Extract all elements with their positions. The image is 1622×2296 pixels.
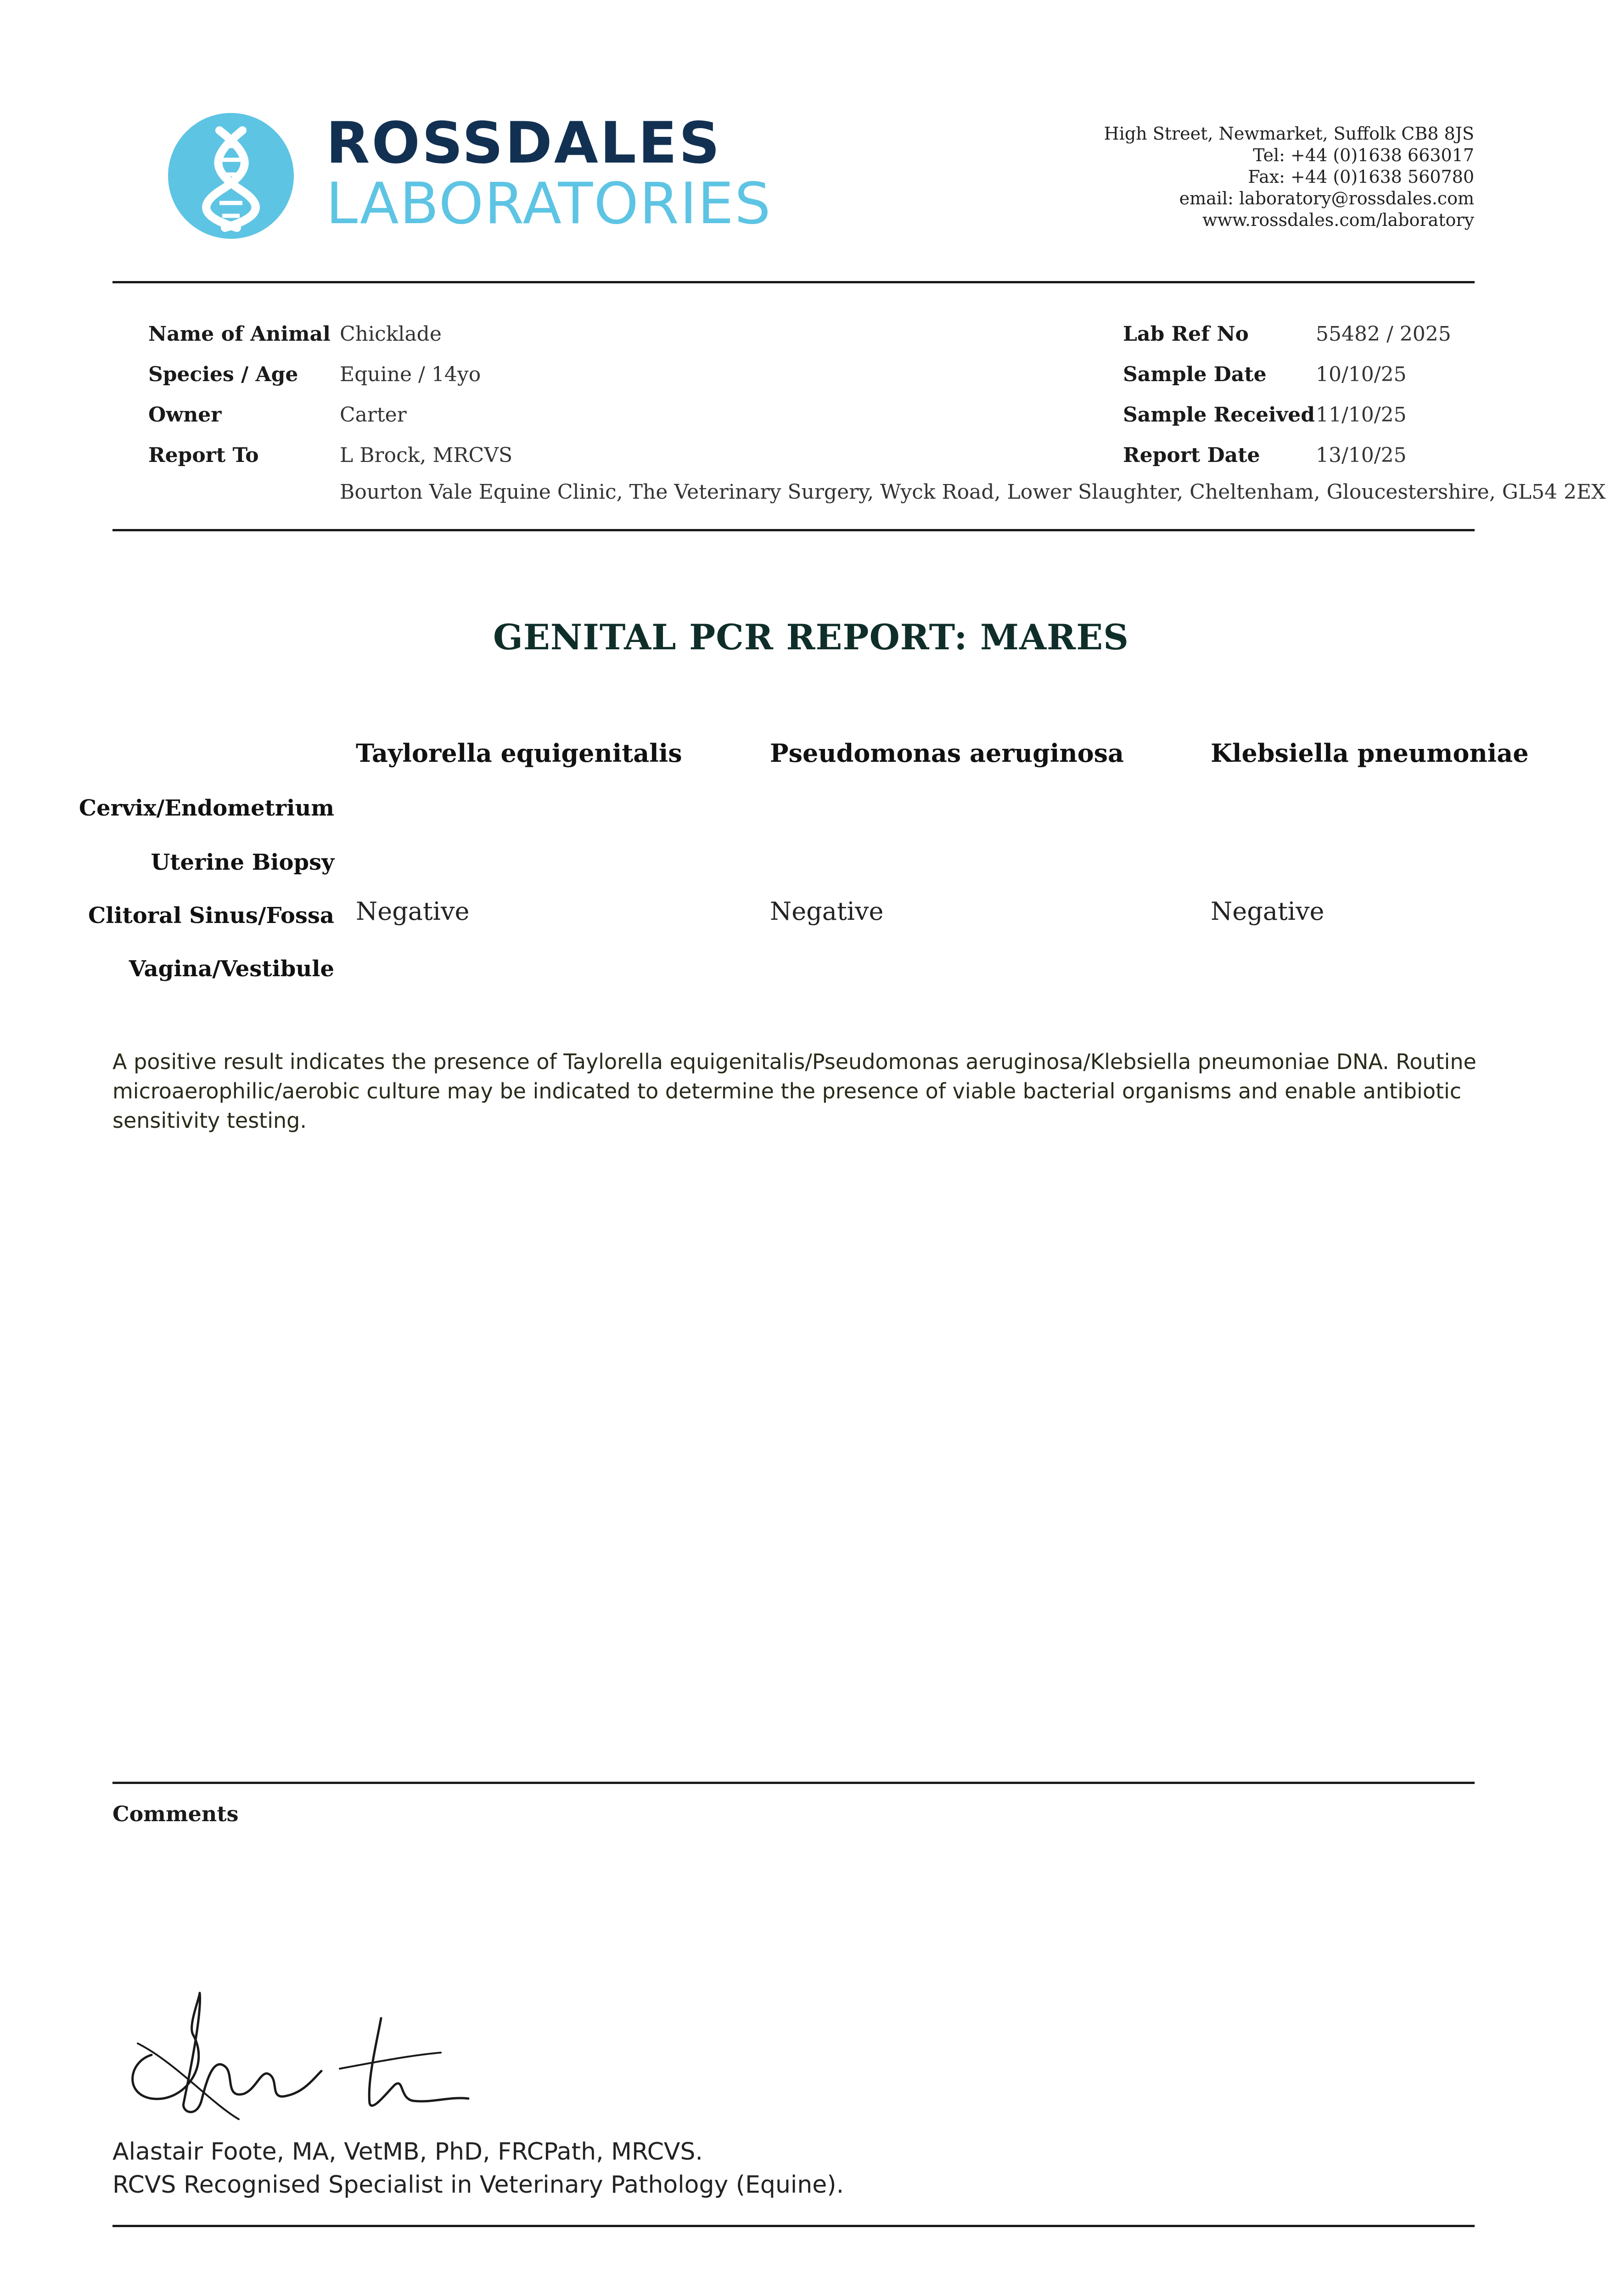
report-to-value: L Brock, MRCVS [340,444,513,467]
dna-helix-icon [168,113,294,239]
row-label-cervix-endometrium: Cervix/Endometrium [79,795,334,821]
signatory-name: Alastair Foote, MA, VetMB, PhD, FRCPath, MRCVS. [112,2138,703,2166]
address-tel: Tel: +44 (0)1638 663017 [1253,145,1474,165]
brand-name-line2: LABORATORIES [326,171,772,237]
sample-date-value: 10/10/25 [1316,363,1407,386]
report-date-value: 13/10/25 [1316,444,1407,467]
sample-date-label: Sample Date [1123,363,1267,386]
report-date-label: Report Date [1123,444,1260,467]
report-title: GENITAL PCR REPORT: MARES [493,617,1129,658]
result-clitoral-klebsiella: Negative [1211,897,1325,926]
species-age-value: Equine / 14yo [340,363,481,386]
address-email: email: laboratory@rossdales.com [1179,188,1474,208]
owner-label: Owner [148,403,222,427]
species-age-label: Species / Age [148,363,298,386]
handwritten-signature [119,1988,477,2126]
address-fax: Fax: +44 (0)1638 560780 [1248,167,1474,187]
name-of-animal-value: Chicklade [340,322,442,346]
report-to-label: Report To [148,444,259,467]
report-to-address: Bourton Vale Equine Clinic, The Veterinary Surgery, Wyck Road, Lower Slaughter, Cheltenham, Gloucestershire, GL54 2EX [340,480,1606,504]
owner-value: Carter [340,403,407,427]
name-of-animal-label: Name of Animal [148,322,331,346]
info-divider [112,529,1475,531]
sample-received-value: 11/10/25 [1316,403,1407,427]
signatory-title: RCVS Recognised Specialist in Veterinary Pathology (Equine). [112,2171,844,2199]
row-label-clitoral-sinus-fossa: Clitoral Sinus/Fossa [88,903,334,929]
lab-ref-label: Lab Ref No [1123,322,1249,346]
footer-divider [112,2225,1475,2227]
comments-label: Comments [112,1801,239,1826]
lab-ref-value: 55482 / 2025 [1316,322,1451,346]
brand-name-line1: ROSSDALES [326,110,722,176]
column-header-taylorella: Taylorella equigenitalis [356,738,682,768]
address-street: High Street, Newmarket, Suffolk CB8 8JS [1104,124,1474,144]
row-label-uterine-biopsy: Uterine Biopsy [151,850,334,875]
sample-received-label: Sample Received [1123,403,1315,427]
column-header-klebsiella: Klebsiella pneumoniae [1211,738,1529,768]
header-divider [112,281,1475,283]
result-clitoral-taylorella: Negative [356,897,470,926]
comments-divider [112,1782,1475,1784]
signatory [112,2135,844,2201]
row-label-vagina-vestibule: Vagina/Vestibule [129,956,334,982]
address-website: www.rossdales.com/laboratory [1202,210,1474,230]
result-clitoral-pseudomonas: Negative [770,897,884,926]
lab-address [1104,123,1474,231]
interpretation-note: A positive result indicates the presence of Taylorella equigenitalis/Pseudomonas aeruginosa/Klebsiella pneumoniae DNA. Routine microaerophilic/aerobic culture may be indicated to determine the presence of viable bacterial organisms and enable antibiotic sensitivity testing. [112,1049,1476,1133]
column-header-pseudomonas: Pseudomonas aeruginosa [770,738,1124,768]
